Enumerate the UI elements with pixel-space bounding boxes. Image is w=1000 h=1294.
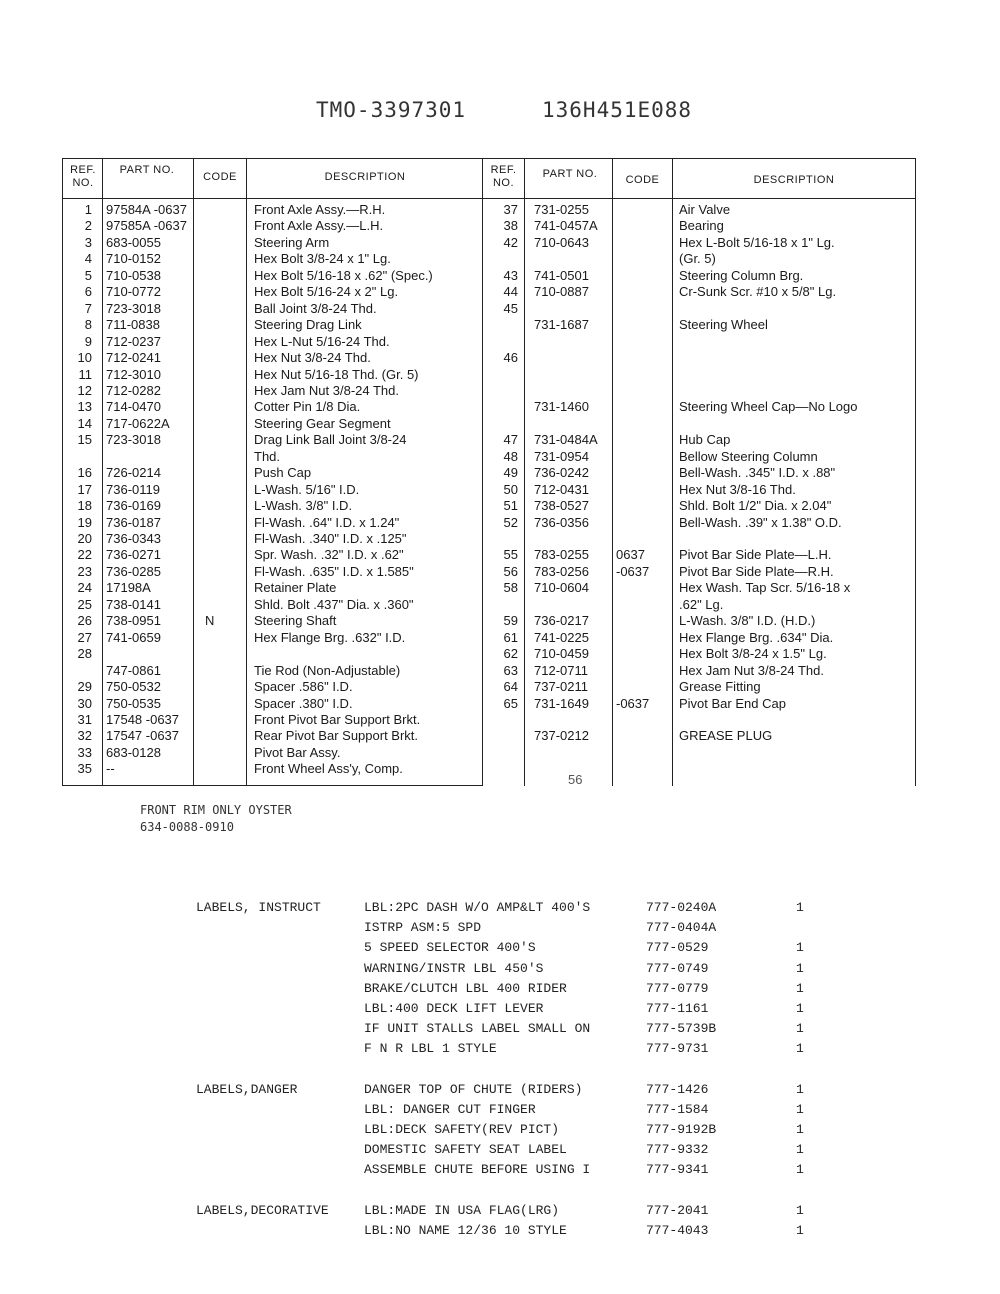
description: Pivot Bar End Cap — [679, 695, 786, 711]
description: Steering Column Brg. — [679, 267, 804, 283]
part-number: 741-0457A — [534, 218, 598, 234]
ref-number: 62 — [503, 646, 518, 662]
description: Spr. Wash. .32" I.D. x .62" — [254, 547, 404, 563]
part-number: 712-0711 — [534, 662, 588, 678]
label-category: LABELS,DECORATIVE — [196, 1202, 329, 1218]
description: Front Pivot Bar Support Brkt. — [254, 711, 421, 727]
label-description: LBL: DANGER CUT FINGER — [364, 1101, 536, 1117]
code: -0637 — [616, 695, 650, 711]
label-part-number: 777-4043 — [646, 1222, 709, 1238]
description: Air Valve — [679, 202, 731, 217]
ref-number: 1 — [84, 202, 92, 217]
label-description: ISTRP ASM:5 SPD — [364, 920, 482, 936]
part-number: 741-0659 — [106, 629, 161, 645]
part-number: 731-1460 — [534, 399, 589, 415]
ref-number: 19 — [77, 514, 92, 530]
ref-number: 2 — [84, 218, 92, 234]
table-bottom-border-left — [62, 785, 482, 786]
table-row — [62, 202, 916, 218]
ref-number: 51 — [503, 498, 518, 514]
ref-number: 24 — [77, 580, 92, 596]
ref-number: 44 — [503, 284, 518, 300]
description: L-Wash. 3/8" I.D. (H.D.) — [679, 613, 816, 629]
label-quantity: 1 — [796, 1202, 804, 1218]
table-row — [62, 646, 916, 662]
description: Hex Bolt 3/8-24 x 1" Lg. — [254, 251, 391, 267]
label-part-number: 777-0749 — [646, 960, 709, 976]
description: Front Axle Assy.—R.H. — [254, 202, 386, 217]
label-part-number: 777-0529 — [646, 940, 709, 956]
description: Hex Flange Brg. .634" Dia. — [679, 629, 834, 645]
ref-number: 16 — [77, 465, 92, 481]
ref-number: 11 — [78, 366, 92, 382]
table-row — [62, 482, 916, 498]
part-number: 736-0271 — [106, 547, 161, 563]
ref-number: 47 — [503, 432, 518, 448]
description: Retainer Plate — [254, 580, 337, 596]
part-number: 97584A -0637 — [106, 202, 187, 217]
col-header-description: DESCRIPTION — [324, 171, 406, 183]
description: Fl-Wash. .64" I.D. x 1.24" — [254, 514, 400, 530]
label-quantity: 1 — [796, 1041, 804, 1057]
label-part-number: 777-2041 — [646, 1202, 709, 1218]
ref-number: 18 — [77, 498, 92, 514]
part-number: 731-0954 — [534, 448, 589, 464]
description: Hex Jam Nut 3/8-24 Thd. — [254, 382, 399, 398]
col-header-description-2: DESCRIPTION — [753, 174, 835, 186]
label-description: LBL:NO NAME 12/36 10 STYLE — [364, 1222, 567, 1238]
table-row — [62, 531, 916, 547]
table-row — [62, 235, 916, 251]
description: Hex Nut 3/8-16 Thd. — [679, 481, 796, 497]
label-description: DOMESTIC SAFETY SEAT LABEL — [364, 1142, 567, 1158]
description: Hex Jam Nut 3/8-24 Thd. — [679, 662, 824, 678]
ref-number: 58 — [503, 580, 518, 596]
label-row — [196, 961, 876, 979]
label-description: WARNING/INSTR LBL 450'S — [364, 960, 544, 976]
ref-number: 38 — [503, 218, 518, 234]
part-number: 736-0217 — [534, 613, 589, 629]
label-row — [196, 1001, 876, 1019]
part-number: 783-0256 — [534, 563, 589, 579]
part-number: 97585A -0637 — [106, 218, 187, 234]
label-row — [196, 1162, 876, 1180]
part-number: 731-0255 — [534, 202, 589, 217]
description: Hex Nut 3/8-24 Thd. — [254, 350, 371, 366]
table-row — [62, 761, 916, 777]
ref-number: 15 — [77, 432, 92, 448]
description: Steering Arm — [254, 234, 330, 250]
description: Push Cap — [254, 465, 312, 481]
label-quantity: 1 — [796, 940, 804, 956]
description: Front Wheel Ass'y, Comp. — [254, 761, 403, 777]
label-quantity: 1 — [796, 1222, 804, 1238]
part-number: 736-0119 — [106, 481, 160, 497]
ref-number: 42 — [503, 234, 518, 250]
description: L-Wash. 3/8" I.D. — [254, 498, 353, 514]
table-row — [62, 251, 916, 267]
description: Steering Shaft — [254, 613, 337, 629]
label-category: LABELS, INSTRUCT — [196, 900, 321, 915]
document-code-right: 136H451E088 — [542, 98, 693, 122]
label-part-number: 777-9192B — [646, 1122, 717, 1137]
label-row — [196, 900, 876, 918]
table-row — [62, 449, 916, 465]
part-number: 683-0055 — [106, 234, 161, 250]
ref-number: 27 — [77, 629, 92, 645]
description: Cr-Sunk Scr. #10 x 5/8" Lg. — [679, 284, 837, 300]
table-row — [62, 317, 916, 333]
ref-number: 3 — [84, 234, 92, 250]
label-part-number: 777-9341 — [646, 1162, 709, 1178]
table-row — [62, 268, 916, 284]
table-row — [62, 383, 916, 399]
label-row — [196, 1142, 876, 1160]
ref-number: 22 — [77, 547, 92, 563]
label-description: 5 SPEED SELECTOR 400'S — [364, 940, 536, 956]
part-number: 17198A — [106, 580, 151, 596]
label-part-number: 777-0779 — [646, 980, 709, 996]
ref-number: 25 — [77, 596, 92, 612]
ref-number: 30 — [77, 695, 92, 711]
description: Tie Rod (Non-Adjustable) — [254, 662, 401, 678]
description: Hex Bolt 3/8-24 x 1.5" Lg. — [679, 646, 827, 662]
description: Hex Bolt 5/16-18 x .62" (Spec.) — [254, 267, 433, 283]
part-number: -- — [106, 761, 115, 777]
ref-number: 14 — [77, 415, 92, 431]
label-row — [196, 920, 876, 938]
part-number: 736-0285 — [106, 563, 161, 579]
description: Grease Fitting — [679, 679, 761, 695]
description: L-Wash. 5/16" I.D. — [254, 481, 360, 497]
ref-number: 56 — [503, 563, 518, 579]
table-row — [62, 630, 916, 646]
label-description: F N R LBL 1 STYLE — [364, 1041, 497, 1057]
description: Fl-Wash. .340" I.D. x .125" — [254, 531, 407, 546]
description: Hex Nut 5/16-18 Thd. (Gr. 5) — [254, 366, 419, 382]
description: Cotter Pin 1/8 Dia. — [254, 399, 361, 415]
ref-number: 23 — [77, 563, 92, 579]
description: Hex Flange Brg. .632" I.D. — [254, 629, 406, 645]
part-number: 736-0242 — [534, 465, 589, 481]
description: Thd. — [254, 448, 281, 464]
label-quantity: 1 — [796, 1081, 804, 1097]
label-part-number: 777-5739B — [646, 1021, 717, 1037]
label-description: LBL:2PC DASH W/O AMP&LT 400'S — [364, 900, 591, 915]
table-row — [62, 432, 916, 448]
part-number: 726-0214 — [106, 465, 161, 481]
part-number: 783-0255 — [534, 547, 589, 563]
label-description: LBL:MADE IN USA FLAG(LRG) — [364, 1202, 560, 1218]
table-row — [62, 712, 916, 728]
table-row — [62, 745, 916, 761]
description: Bearing — [679, 218, 724, 234]
table-row — [62, 696, 916, 712]
label-row — [196, 1102, 876, 1120]
description: Hex Wash. Tap Scr. 5/16-18 x — [679, 580, 851, 596]
ref-number: 64 — [503, 679, 518, 695]
part-number: 723-3018 — [106, 432, 161, 448]
description: Shld. Bolt 1/2" Dia. x 2.04" — [679, 498, 832, 514]
part-number: 736-0187 — [106, 514, 161, 530]
col-header-part-2: PART NO. — [542, 168, 598, 180]
part-number: 711-0838 — [106, 317, 160, 333]
ref-number: 35 — [77, 761, 92, 777]
description: GREASE PLUG — [679, 728, 773, 744]
part-number: 714-0470 — [106, 399, 161, 415]
parts-table — [62, 158, 916, 786]
description: Bell-Wash. .345" I.D. x .88" — [679, 465, 836, 481]
label-row — [196, 1122, 876, 1140]
label-category: LABELS,DANGER — [196, 1081, 298, 1097]
description: Steering Wheel Cap—No Logo — [679, 399, 858, 415]
col-header-part: PART NO. — [119, 164, 175, 176]
label-quantity: 1 — [796, 1021, 804, 1037]
label-part-number: 777-9731 — [646, 1041, 709, 1057]
code: N — [205, 613, 215, 629]
table-top-border — [62, 158, 916, 159]
table-row — [62, 367, 916, 383]
description: Hex L-Nut 5/16-24 Thd. — [254, 333, 390, 349]
part-number: 738-0141 — [106, 596, 161, 612]
label-description: IF UNIT STALLS LABEL SMALL ON — [364, 1021, 591, 1037]
description: Bell-Wash. .39" x 1.38" O.D. — [679, 514, 842, 530]
table-row — [62, 301, 916, 317]
table-row — [62, 580, 916, 596]
description: Hex Bolt 5/16-24 x 2" Lg. — [254, 284, 399, 300]
ref-number: 63 — [503, 662, 518, 678]
label-quantity: 1 — [796, 1122, 804, 1137]
description: Pivot Bar Assy. — [254, 744, 341, 760]
ref-number: 29 — [77, 679, 92, 695]
table-row — [62, 613, 916, 629]
part-number: 710-0643 — [534, 234, 589, 250]
label-row — [196, 1223, 876, 1241]
part-number: 717-0622A — [106, 415, 170, 431]
description: .62" Lg. — [679, 596, 724, 612]
ref-number: 6 — [84, 284, 92, 300]
description: (Gr. 5) — [679, 251, 716, 267]
part-number: 750-0532 — [106, 679, 161, 695]
description: Rear Pivot Bar Support Brkt. — [254, 728, 419, 744]
part-number: 737-0211 — [534, 679, 588, 695]
table-row — [62, 399, 916, 415]
description: Steering Gear Segment — [254, 415, 391, 431]
document-code-left: TMO-3397301 — [316, 98, 467, 122]
ref-number: 9 — [84, 333, 92, 349]
description: Drag Link Ball Joint 3/8-24 — [254, 432, 407, 448]
part-number: 731-0484A — [534, 432, 598, 448]
part-number: 710-0459 — [534, 646, 589, 662]
ref-number: 4 — [84, 251, 92, 267]
ref-number: 8 — [84, 317, 92, 333]
table-row — [62, 663, 916, 679]
ref-number: 61 — [503, 629, 518, 645]
table-row — [62, 597, 916, 613]
part-number: 731-1649 — [534, 695, 589, 711]
part-number: 17548 -0637 — [106, 711, 180, 727]
ref-number: 7 — [84, 300, 92, 316]
label-quantity: 1 — [796, 1162, 804, 1178]
part-number: 738-0527 — [534, 498, 589, 514]
part-number: 710-0887 — [534, 284, 589, 300]
part-number: 17547 -0637 — [106, 728, 180, 744]
description: Shld. Bolt .437" Dia. x .360" — [254, 596, 414, 612]
rim-part-number: 634-0088-0910 — [140, 820, 234, 834]
part-number: 712-3010 — [106, 366, 161, 382]
part-number: 712-0237 — [106, 333, 161, 349]
ref-number: 46 — [503, 350, 518, 366]
part-number: 741-0501 — [534, 267, 589, 283]
ref-number: 33 — [77, 744, 92, 760]
label-quantity: 1 — [796, 980, 804, 996]
table-row — [62, 679, 916, 695]
description: Pivot Bar Side Plate—R.H. — [679, 563, 834, 579]
table-row — [62, 416, 916, 432]
label-row — [196, 1082, 876, 1100]
description: Ball Joint 3/8-24 Thd. — [254, 300, 377, 316]
label-part-number: 777-0240A — [646, 900, 717, 915]
code: 0637 — [616, 547, 645, 563]
ref-number: 50 — [503, 481, 518, 497]
part-number: 710-0538 — [106, 267, 161, 283]
ref-number: 49 — [503, 465, 518, 481]
part-number: 710-0604 — [534, 580, 589, 596]
description: Spacer .380" I.D. — [254, 695, 353, 711]
description: Pivot Bar Side Plate—L.H. — [679, 547, 832, 563]
label-quantity: 1 — [796, 960, 804, 976]
ref-number: 45 — [503, 300, 518, 316]
ref-number: 37 — [503, 202, 518, 217]
part-number: 710-0772 — [106, 284, 161, 300]
label-quantity: 1 — [796, 1101, 804, 1117]
table-header-border — [62, 198, 916, 199]
table-row — [62, 728, 916, 744]
ref-number: 17 — [77, 481, 92, 497]
col-header-ref: REF. NO. — [70, 164, 96, 189]
label-description: ASSEMBLE CHUTE BEFORE USING I — [364, 1162, 591, 1178]
part-number: 712-0282 — [106, 382, 161, 398]
table-row — [62, 515, 916, 531]
label-quantity: 1 — [796, 1142, 804, 1158]
table-row — [62, 284, 916, 300]
label-row — [196, 940, 876, 958]
ref-number: 26 — [77, 613, 92, 629]
part-number: 747-0861 — [106, 662, 161, 678]
label-part-number: 777-0404A — [646, 920, 717, 936]
part-number: 741-0225 — [534, 629, 589, 645]
table-row — [62, 465, 916, 481]
part-number: 712-0431 — [534, 481, 589, 497]
part-number: 723-3018 — [106, 300, 161, 316]
ref-number: 13 — [77, 399, 92, 415]
label-row — [196, 1021, 876, 1039]
description: Spacer .586" I.D. — [254, 679, 353, 695]
table-row — [62, 564, 916, 580]
part-number: 736-0169 — [106, 498, 161, 514]
ref-number: 28 — [77, 646, 92, 662]
rim-note: FRONT RIM ONLY OYSTER — [140, 803, 292, 817]
code: -0637 — [616, 563, 650, 579]
description: Steering Wheel — [679, 317, 768, 333]
label-description: LBL:400 DECK LIFT LEVER — [364, 1001, 544, 1016]
part-number: 731-1687 — [534, 317, 589, 333]
col-header-ref-2: REF. NO. — [490, 164, 517, 189]
ref-number: 59 — [503, 613, 518, 629]
part-number: 737-0212 — [534, 728, 589, 744]
table-row — [62, 334, 916, 350]
label-part-number: 777-1584 — [646, 1101, 709, 1117]
ref-number: 55 — [503, 547, 518, 563]
description: Hex L-Bolt 5/16-18 x 1" Lg. — [679, 234, 835, 250]
label-part-number: 777-1161 — [646, 1001, 709, 1016]
part-number: 738-0951 — [106, 613, 161, 629]
table-row — [62, 218, 916, 234]
label-row — [196, 1041, 876, 1059]
part-number: 750-0535 — [106, 695, 161, 711]
ref-number: 52 — [503, 514, 518, 530]
label-quantity: 1 — [796, 1001, 804, 1016]
label-description: DANGER TOP OF CHUTE (RIDERS) — [364, 1081, 583, 1097]
label-description: BRAKE/CLUTCH LBL 400 RIDER — [364, 980, 567, 996]
ref-number: 12 — [77, 382, 92, 398]
label-part-number: 777-1426 — [646, 1081, 709, 1097]
ref-number: 32 — [77, 728, 92, 744]
col-header-code-2: CODE — [625, 174, 660, 186]
part-number: 710-0152 — [106, 251, 161, 267]
ref-number: 20 — [77, 531, 92, 546]
label-quantity: 1 — [796, 900, 804, 915]
description: Hub Cap — [679, 432, 731, 448]
part-number: 736-0343 — [106, 531, 161, 546]
part-number: 683-0128 — [106, 744, 161, 760]
ref-number: 10 — [77, 350, 92, 366]
table-row — [62, 498, 916, 514]
ref-number: 43 — [503, 267, 518, 283]
label-row — [196, 981, 876, 999]
part-number: 712-0241 — [106, 350, 161, 366]
table-row — [62, 547, 916, 563]
ref-number: 5 — [84, 267, 92, 283]
description: Steering Drag Link — [254, 317, 362, 333]
ref-number: 65 — [503, 695, 518, 711]
label-part-number: 777-9332 — [646, 1142, 709, 1158]
ref-number: 48 — [503, 448, 518, 464]
description: Bellow Steering Column — [679, 448, 818, 464]
label-row — [196, 1203, 876, 1221]
ref-number: 31 — [77, 711, 92, 727]
col-header-code: CODE — [203, 171, 237, 183]
description: Front Axle Assy.—L.H. — [254, 218, 384, 234]
part-number: 736-0356 — [534, 514, 589, 530]
table-row — [62, 350, 916, 366]
description: Fl-Wash. .635" I.D. x 1.585" — [254, 563, 414, 579]
label-description: LBL:DECK SAFETY(REV PICT) — [364, 1122, 560, 1137]
handwritten-mark: 56 — [568, 772, 583, 787]
